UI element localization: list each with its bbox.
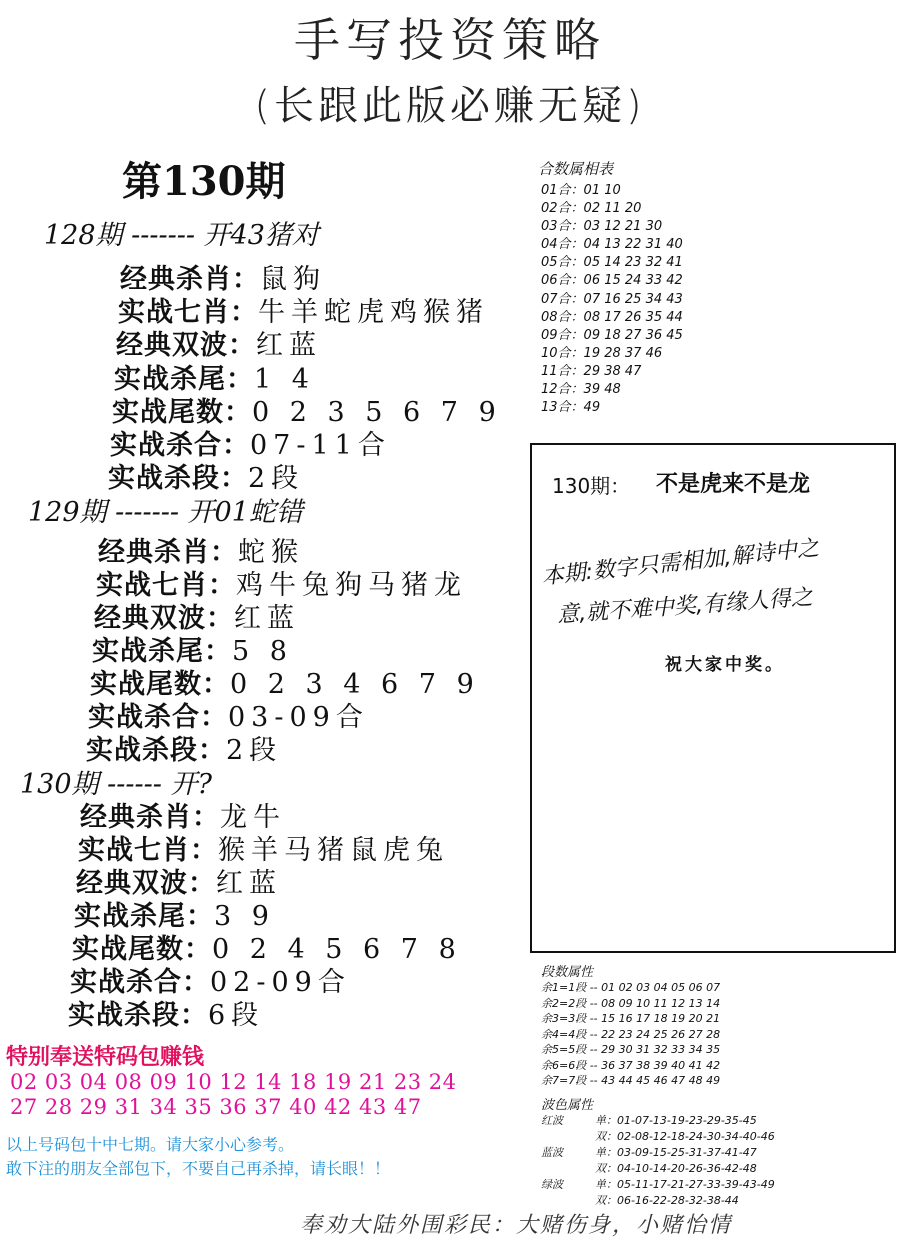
row-label: 实战尾数： bbox=[90, 669, 230, 700]
segment-row: 余3=3段 -- 15 16 17 18 19 20 21 bbox=[541, 1012, 721, 1025]
wave-color: 红波 bbox=[541, 1114, 563, 1127]
wave-color: 蓝波 bbox=[541, 1146, 563, 1159]
segment-row: 余1=1段 -- 01 02 03 04 05 06 07 bbox=[541, 981, 721, 994]
wave-row bbox=[541, 1161, 757, 1177]
row-value: 6段 bbox=[208, 1000, 265, 1031]
row-value: 0 2 4 5 6 7 8 bbox=[212, 934, 462, 965]
period-head-130: 130期 ------ 开? bbox=[20, 769, 212, 800]
row-value: 牛羊蛇虎鸡猴猪 bbox=[258, 297, 489, 328]
row-label: 经典双波： bbox=[94, 603, 234, 634]
page-title: 手写投资策略 bbox=[294, 13, 606, 67]
poem-wish: 祝大家中奖。 bbox=[665, 655, 785, 675]
segment-row: 余2=2段 -- 08 09 10 11 12 13 14 bbox=[541, 996, 721, 1010]
wave-nums: 02-08-12-18-24-30-34-40-46 bbox=[617, 1130, 775, 1143]
he-row: 09合：09 18 27 36 45 bbox=[541, 327, 683, 343]
row-value: 5 8 bbox=[232, 636, 293, 667]
segment-row: 余6=6段 -- 36 37 38 39 40 41 42 bbox=[541, 1058, 721, 1072]
wave-row bbox=[541, 1113, 757, 1129]
row-label: 实战七肖： bbox=[96, 570, 236, 601]
poem-box bbox=[530, 443, 896, 953]
poem-issue-label: 130期： bbox=[552, 474, 631, 498]
segment-table bbox=[541, 980, 720, 1089]
poem-hint-1: 本期:数字只需相加,解诗中之 bbox=[540, 535, 821, 590]
row-label: 实战杀尾： bbox=[114, 364, 254, 395]
wave-kind: 双： bbox=[595, 1130, 617, 1143]
page-subtitle: (长跟此版必赚无疑) bbox=[254, 83, 646, 129]
period-head-128: 128期 ------- 开43猪对 bbox=[44, 220, 319, 251]
row-label: 实战七肖： bbox=[118, 297, 258, 328]
period-130-row-7 bbox=[68, 993, 264, 1032]
row-label: 经典杀肖： bbox=[120, 264, 260, 295]
row-value: 鸡牛兔狗马猪龙 bbox=[236, 570, 467, 601]
wave-color: 绿波 bbox=[541, 1178, 563, 1191]
row-value: 红蓝 bbox=[216, 868, 282, 899]
he-row: 07合：07 16 25 34 43 bbox=[541, 291, 683, 307]
row-label: 经典杀肖： bbox=[98, 537, 238, 568]
promo-numbers-1: 02 03 04 08 09 10 12 14 18 19 21 23 24 bbox=[10, 1070, 457, 1094]
wave-nums: 05-11-17-21-27-33-39-43-49 bbox=[617, 1178, 775, 1191]
row-label: 实战杀段： bbox=[68, 1000, 208, 1031]
row-value: 03-09合 bbox=[228, 702, 369, 733]
row-label: 经典杀肖： bbox=[80, 802, 220, 833]
row-value: 鼠狗 bbox=[260, 264, 326, 295]
he-row: 12合：39 48 bbox=[541, 382, 621, 398]
row-value: 蛇猴 bbox=[238, 537, 304, 568]
segment-row: 余4=4段 -- 22 23 24 25 26 27 28 bbox=[541, 1027, 721, 1041]
row-label: 实战杀合： bbox=[88, 702, 228, 733]
he-row: 11合：29 38 47 bbox=[541, 363, 642, 379]
row-value: 0 2 3 5 6 7 9 bbox=[252, 397, 502, 428]
row-value: 红蓝 bbox=[256, 330, 322, 361]
poem-text: 不是虎来不是龙 bbox=[656, 471, 811, 497]
footer-note: 奉劝大陆外围彩民：大赌伤身，小赌怡情 bbox=[300, 1213, 733, 1238]
row-label: 实战杀段： bbox=[86, 735, 226, 766]
row-label: 实战杀合： bbox=[70, 967, 210, 998]
poem-hint-2: 意,就不难中奖,有缘人得之 bbox=[556, 585, 814, 628]
wave-kind: 单： bbox=[595, 1146, 617, 1159]
wave-kind: 双： bbox=[595, 1194, 617, 1207]
he-row: 08合：08 17 26 35 44 bbox=[541, 309, 683, 325]
segment-row: 余5=5段 -- 29 30 31 32 33 34 35 bbox=[541, 1043, 721, 1056]
row-value: 龙牛 bbox=[220, 802, 286, 833]
row-label: 实战杀合： bbox=[110, 430, 250, 461]
row-value: 猴羊马猪鼠虎兔 bbox=[218, 835, 449, 866]
row-value: 1 4 bbox=[254, 364, 315, 395]
wave-table-title: 波色属性 bbox=[541, 1098, 594, 1113]
wave-row bbox=[541, 1145, 757, 1161]
row-label: 实战尾数： bbox=[112, 397, 252, 428]
segment-table-title: 段数属性 bbox=[541, 965, 594, 980]
he-table-title: 合数属相表 bbox=[538, 160, 614, 178]
row-value: 红蓝 bbox=[234, 603, 300, 634]
wave-nums: 01-07-13-19-23-29-35-45 bbox=[617, 1114, 757, 1127]
wave-kind: 双： bbox=[595, 1162, 617, 1175]
wave-kind: 单： bbox=[595, 1178, 617, 1191]
row-value: 2段 bbox=[226, 735, 283, 766]
row-label: 实战杀尾： bbox=[92, 636, 232, 667]
promo-notice-2: 敢下注的朋友全部包下，不要自己再杀掉，请长眼！！ bbox=[6, 1159, 391, 1178]
wave-row bbox=[541, 1177, 775, 1193]
row-label: 经典双波： bbox=[116, 330, 256, 361]
he-row: 02合：02 11 20 bbox=[541, 201, 642, 217]
current-issue: 第130期 bbox=[122, 158, 286, 205]
wave-kind: 单： bbox=[595, 1114, 617, 1127]
row-value: 2段 bbox=[248, 463, 305, 494]
wave-nums: 06-16-22-28-32-38-44 bbox=[617, 1194, 739, 1207]
wave-nums: 03-09-15-25-31-37-41-47 bbox=[617, 1146, 757, 1159]
wave-row bbox=[541, 1129, 775, 1145]
row-value: 02-09合 bbox=[210, 967, 351, 998]
row-value: 0 2 3 4 6 7 9 bbox=[230, 669, 480, 700]
promo-title: 特别奉送特码包赚钱 bbox=[6, 1045, 205, 1070]
he-row: 05合：05 14 23 32 41 bbox=[541, 255, 683, 271]
promo-numbers-2: 27 28 29 31 34 35 36 37 40 42 43 47 bbox=[10, 1095, 422, 1119]
he-row: 01合：01 10 bbox=[541, 183, 621, 198]
segment-row: 余7=7段 -- 43 44 45 46 47 48 49 bbox=[541, 1074, 721, 1087]
he-row: 04合：04 13 22 31 40 bbox=[541, 237, 683, 253]
row-label: 实战七肖： bbox=[78, 835, 218, 866]
row-label: 实战尾数： bbox=[72, 934, 212, 965]
promo-notice-1: 以上号码包十中七期。请大家小心参考。 bbox=[6, 1135, 295, 1154]
period-head-129: 129期 ------- 开01蛇错 bbox=[28, 497, 303, 528]
row-value: 3 9 bbox=[214, 901, 275, 932]
he-row: 03合：03 12 21 30 bbox=[541, 219, 663, 235]
wave-nums: 04-10-14-20-26-36-42-48 bbox=[617, 1162, 757, 1175]
row-value: 07-11合 bbox=[250, 430, 391, 461]
he-row: 06合：06 15 24 33 42 bbox=[541, 273, 683, 289]
he-table bbox=[541, 182, 683, 417]
he-row: 13合：49 bbox=[541, 400, 601, 416]
row-label: 经典双波： bbox=[76, 868, 216, 899]
row-label: 实战杀段： bbox=[108, 463, 248, 494]
he-row: 10合：19 28 37 46 bbox=[541, 345, 663, 361]
row-label: 实战杀尾： bbox=[74, 901, 214, 932]
wave-row bbox=[541, 1193, 739, 1209]
